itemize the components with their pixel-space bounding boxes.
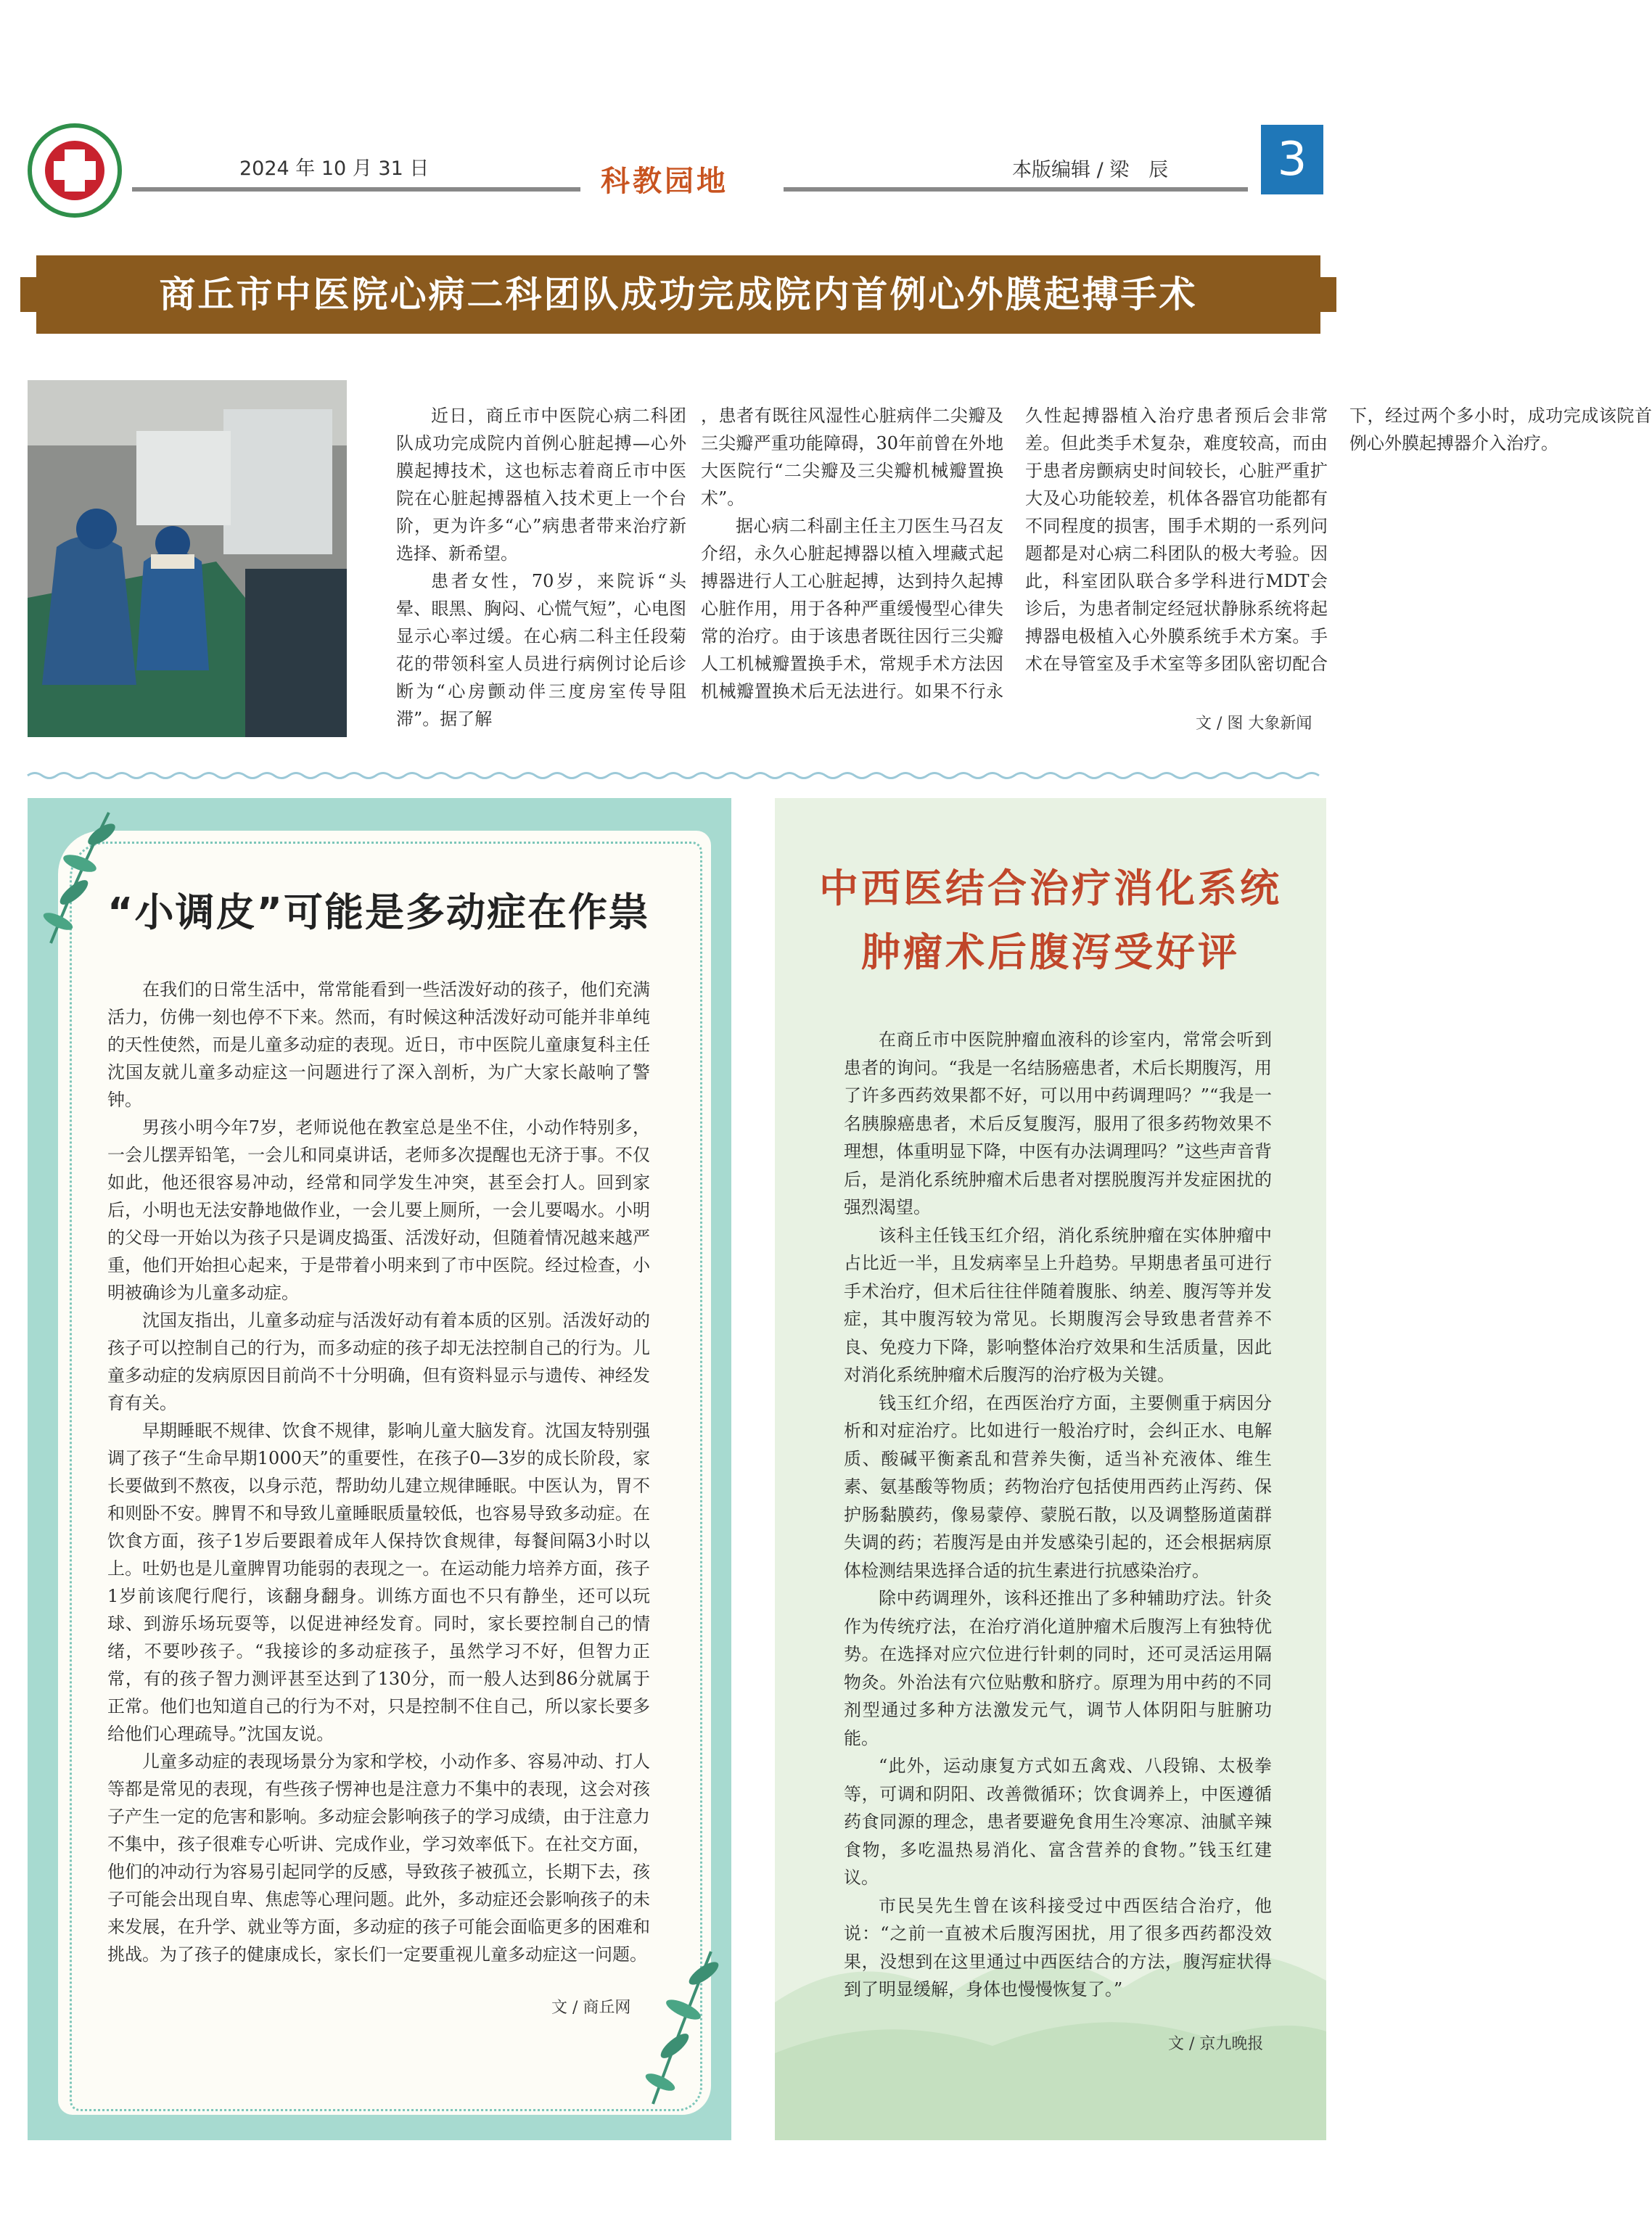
right-credit: 文 / 京九晚报 [1168, 2035, 1264, 2053]
left-paragraph-1: 在我们的日常生活中，常常能看到一些活泼好动的孩子，他们充满活力，仿佛一刻也停不下来。然而，有时候这种活泼好动可能并非单纯的天性使然，而是儿童多动症的表现。近日，市中医院儿童康复科主任沈国友就儿童多动症这一问题进行了深入剖析，为广大家长敲响了警钟。 [107, 979, 650, 1110]
right-article-title-line-1: 中西医结合治疗消化系统 [819, 865, 1282, 911]
right-paragraph-3: 钱玉红介绍，在西医治疗方面，主要侧重于病因分析和对症治疗。比如进行一般治疗时，会纠正水、电解质、酸碱平衡紊乱和营养失衡，适当补充液体、维生素、氨基酸等物质；药物治疗包括使用西药止泻药、保护肠黏膜药，像易蒙停、蒙脱石散，以及调整肠道菌群失调的药；若腹泻是由并发感染引起的，还会根据病原体检测结果选择合适的抗生素进行抗感染治疗。 [844, 1392, 1272, 1581]
issue-date: 2024 年 10 月 31 日 [239, 157, 430, 180]
left-paragraph-3: 沈国友指出，儿童多动症与活泼好动有着本质的区别。活泼好动的孩子可以控制自己的行为，而多动症的孩子却无法控制自己的行为。儿童多动症的发病原因目前尚不十分明确，但有资料显示与遗传、神经发育有关。 [107, 1310, 650, 1413]
left-paragraph-5: 儿童多动症的表现场景分为家和学校，小动作多、容易冲动、打人等都是常见的表现，有些孩子愣神也是注意力不集中的表现，这会对孩子产生一定的危害和影响。多动症会影响孩子的学习成绩，由于注意力不集中，孩子很难专心听讲、完成作业，学习效率低下。在社交方面，他们的冲动行为容易引起同学的反感，导致孩子被孤立，长期下去，孩子可能会出现自卑、焦虑等心理问题。此外，多动症还会影响孩子的未来发展，在升学、就业等方面，多动症的孩子可能会面临更多的困难和挑战。为了孩子的健康成长，家长们一定要重视儿童多动症这一问题。 [107, 1751, 650, 1965]
left-credit: 文 / 商丘网 [551, 1999, 631, 2017]
main-paragraph-1: 近日，商丘市中医院心病二科团队成功完成院内首例心脏起搏—心外膜起搏技术，这也标志着商丘市中医院在心脏起搏器植入技术更上一个台阶，更为许多“心”病患者带来治疗新选择、新希望。 [396, 406, 686, 564]
main-article-column-2b [701, 402, 1652, 707]
surgery-photo [28, 380, 347, 737]
main-paragraph-2-tail: ，患者有既往风湿性心脏病伴二尖瓣及三尖瓣严重功能障碍，30年前曾在外地大医院行“二尖瓣及三尖瓣机械瓣置换术”。 [701, 406, 1003, 509]
main-paragraph-3: 据心病二科副主任主刀医生马召友介绍，永久心脏起搏器以植入埋藏式起搏器进行人工心脏起搏，达到持久起搏心脏作用，用于各种严重缓慢型心律失常的治疗。由于该患者既往因行三尖瓣人工机械瓣置换手术，常规手术方法因机械瓣置换术后无法进行。如果不行永久性起搏器植入治疗患者预后会非常差。但此类手术复杂，难度较高，而由于患者房颤病史时间较长，心脏严重扩大及心功能较差，机体各器官功能都有不同程度的损害，围手术期的一系列问题都是对心病二科团队的极大考验。因此，科室团队联合多学科进行MDT会诊后，为患者制定经冠状静脉系统将起搏器电极植入心外膜系统手术方案。手术在导管室及手术室等多团队密切配合下，经过两个多小时，成功完成该院首例心外膜起搏器介入治疗。 [701, 406, 1652, 702]
main-paragraph-2-head: 患者女性，70岁，来院诉“头晕、眼黑、胸闷、心慌气短”，心电图显示心率过缓。在心病二科主任段菊花的带领科室人员进行病例讨论后诊断为“心房颤动伴三度房室传导阻滞”。据了解 [396, 571, 686, 729]
main-article-column-1 [396, 402, 686, 736]
left-paragraph-2: 男孩小明今年7岁，老师说他在教室总是坐不住，小动作特别多，一会儿摆弄铅笔，一会儿和同桌讲话，老师多次提醒也无济于事。不仅如此，他还很容易冲动，经常和同学发生冲突，甚至会打人。回到家后，小明也无法安静地做作业，一会儿要上厕所，一会儿要喝水。小明的父母一开始以为孩子只是调皮捣蛋、活泼好动，但随着情况越来越严重，他们开始担心起来，于是带着小明来到了市中医院。经过检查，小明被确诊为儿童多动症。 [107, 1117, 650, 1303]
right-paragraph-4: 除中药调理外，该科还推出了多种辅助疗法。针灸作为传统疗法，在治疗消化道肿瘤术后腹泻上有独特优势。在选择对应穴位进行针刺的同时，还可灵活运用隔物灸。外治法有穴位贴敷和脐疗。原理为用中药的不同剂型通过多种方法激发元气，调节人体阴阳与脏腑功能。 [844, 1588, 1272, 1748]
leaf-decoration-bottom [631, 1944, 726, 2111]
main-credit: 文 / 图 大象新闻 [1196, 715, 1312, 733]
page-number: 3 [1261, 125, 1323, 194]
hospital-logo [28, 123, 122, 218]
left-article-body [107, 976, 650, 1968]
main-headline: 商丘市中医院心病二科团队成功完成院内首例心外膜起搏手术 [159, 273, 1198, 316]
right-paragraph-1: 在商丘市中医院肿瘤血液科的诊室内，常常会听到患者的询问。“我是一名结肠癌患者，术后长期腹泻，用了许多西药效果都不好，可以用中药调理吗？”“我是一名胰腺癌患者，术后反复腹泻，服用了很多药物效果不理想，体重明显下降，中医有办法调理吗？”这些声音背后，是消化系统肿瘤术后患者对摆脱腹泻并发症困扰的强烈渴望。 [844, 1029, 1272, 1217]
section-title: 科教园地 [601, 164, 728, 198]
right-paragraph-2: 该科主任钱玉红介绍，消化系统肿瘤在实体肿瘤中占比近一半，且发病率呈上升趋势。早期患者虽可进行手术治疗，但术后往往伴随着腹胀、纳差、腹泻等并发症，其中腹泻较为常见。长期腹泻会导致患者营养不良、免疫力下降，影响整体治疗效果和生活质量，因此对消化系统肿瘤术后腹泻的治疗极为关键。 [844, 1225, 1272, 1385]
main-headline-banner [36, 255, 1320, 334]
right-article-body [844, 1026, 1272, 2004]
left-paragraph-4: 早期睡眠不规律、饮食不规律，影响儿童大脑发育。沈国友特别强调了孩子“生命早期1000天”的重要性，在孩子0—3岁的成长阶段，家长要做到不熬夜，以身示范，帮助幼儿建立规律睡眠。中医认为，胃不和则卧不安。脾胃不和导致儿童睡眠质量较低，也容易导致多动症。在饮食方面，孩子1岁后要跟着成年人保持饮食规律，每餐间隔3小时以上。吐奶也是儿童脾胃功能弱的表现之一。在运动能力培养方面，孩子1岁前该爬行爬行，该翻身翻身。训练方面也不只有静坐，还可以玩球、到游乐场玩耍等，以促进神经发育。同时，家长要控制自己的情绪，不要吵孩子。“我接诊的多动症孩子，虽然学习不好，但智力正常，有的孩子智力测评甚至达到了130分，而一般人达到86分就属于正常。他们也知道自己的行为不对，只是控制不住自己，所以家长要多给他们心理疏导。”沈国友说。 [107, 1421, 650, 1744]
header-rule-right [784, 187, 1248, 192]
right-paragraph-5: “此外，运动康复方式如五禽戏、八段锦、太极拳等，可调和阴阳、改善微循环；饮食调养上，中医遵循药食同源的理念，患者要避免食用生冷寒凉、油腻辛辣食物，多吃温热易消化、富含营养的食物。”钱玉红建议。 [844, 1756, 1272, 1888]
page-editor: 本版编辑 / 梁 辰 [1012, 159, 1169, 181]
right-paragraph-6: 市民吴先生曾在该科接受过中西医结合治疗，他说：“之前一直被术后腹泻困扰，用了很多西药都没效果，没想到在这里通过中西医结合的方法，腹泻症状得到了明显缓解，身体也慢慢恢复了。” [844, 1895, 1272, 1999]
section-divider [28, 770, 1326, 781]
left-article-title: “小调皮”可能是多动症在作祟 [107, 889, 649, 935]
right-article-title-line-2: 肿瘤术后腹泻受好评 [861, 929, 1240, 975]
header-rule-left [132, 187, 580, 192]
